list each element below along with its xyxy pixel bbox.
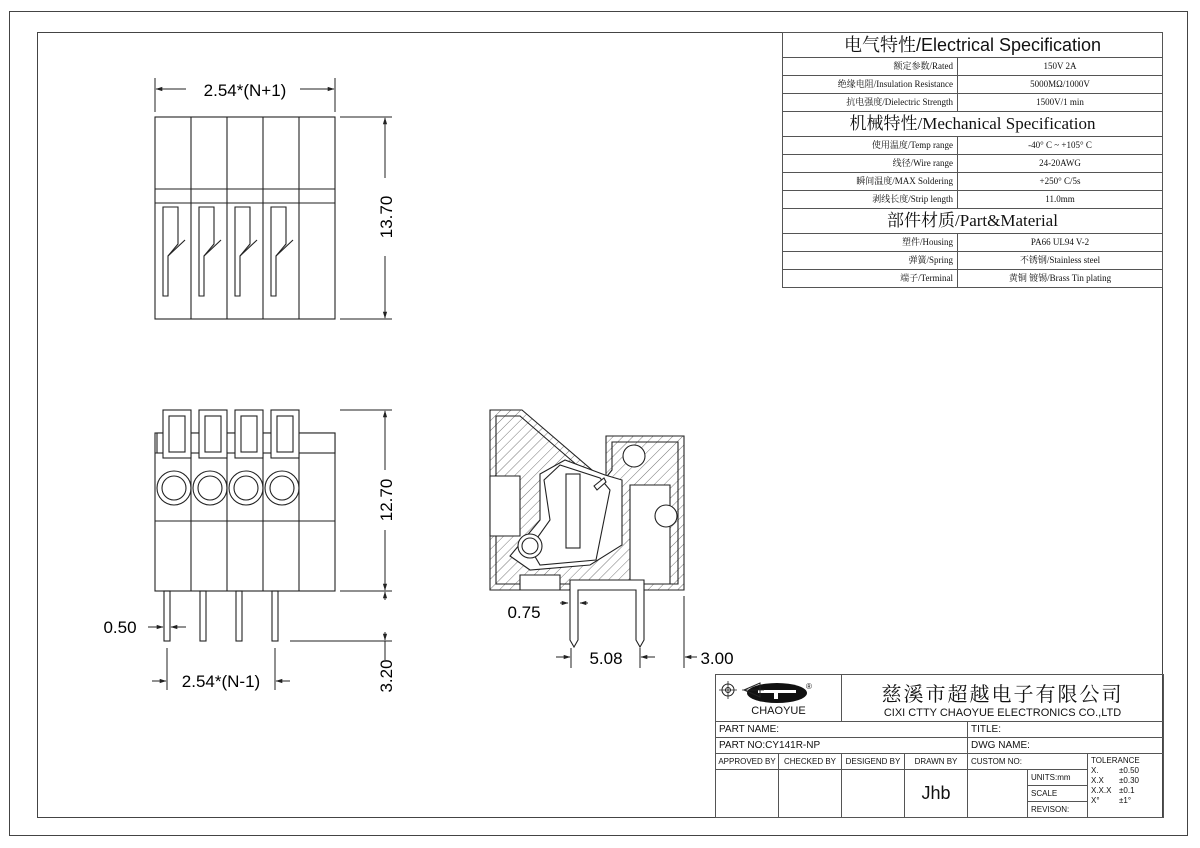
- push-button: [199, 410, 227, 458]
- push-button: [163, 410, 191, 458]
- top-slot: [199, 207, 221, 296]
- top-view: [155, 117, 335, 319]
- pin: [272, 591, 278, 641]
- tolerance-row: X.X.X ±0.1: [1091, 786, 1135, 795]
- front-view: [155, 410, 335, 641]
- part-no: PART NO:CY141R-NP: [716, 738, 968, 754]
- spec-label: 抗电强度/Dielectric Strength: [783, 94, 958, 112]
- spec-label: 线径/Wire range: [783, 155, 958, 173]
- dim-label: 2.54*(N+1): [203, 81, 287, 100]
- tolerance-label: TOLERANCE: [1091, 756, 1140, 765]
- wire-hole: [265, 471, 299, 505]
- dim-label: 3.00: [700, 649, 734, 668]
- spec-label: 使用温度/Temp range: [783, 137, 958, 155]
- dim-label: 2.54*(N-1): [181, 672, 261, 691]
- tolerance-row: X.X ±0.30: [1091, 776, 1139, 785]
- wire-hole: [229, 471, 263, 505]
- company-name-en: CIXI CTTY CHAOYUE ELECTRONICS CO.,LTD: [883, 706, 1122, 719]
- company-cell: [842, 675, 1164, 722]
- top-slot: [235, 207, 257, 296]
- dim-label: 0.50: [103, 618, 137, 637]
- spec-value: -40° C ~ +105° C: [958, 137, 1163, 155]
- spec-value: 不锈钢/Stainless steel: [958, 252, 1163, 270]
- spec-label: 塑件/Housing: [783, 234, 958, 252]
- spec-label: 剥线长度/Strip length: [783, 191, 958, 209]
- drawn-by-label: DRAWN BY: [905, 754, 968, 770]
- spec-label: 绝缘电阻/Insulation Resistance: [783, 76, 958, 94]
- approved-by-label: APPROVED BY: [716, 754, 779, 770]
- spec-value: 黄铜 镀锡/Brass Tin plating: [958, 270, 1163, 288]
- tolerance-row: X. ±0.50: [1091, 766, 1139, 775]
- spec-value: 1500V/1 min: [958, 94, 1163, 112]
- drawn-by-value: Jhb: [905, 770, 968, 818]
- dwg-name-label: DWG NAME:: [968, 738, 1164, 754]
- dim-label: 12.70: [377, 478, 396, 522]
- spec-value: +250° C/5s: [958, 173, 1163, 191]
- top-slot: [271, 207, 293, 296]
- spec-value: PA66 UL94 V-2: [958, 234, 1163, 252]
- pin: [200, 591, 206, 641]
- title-label: TITLE:: [968, 722, 1164, 738]
- dim-label: 5.08: [589, 649, 623, 668]
- designed-by-value: [842, 770, 905, 818]
- spec-label: 端子/Terminal: [783, 270, 958, 288]
- spec-value: 11.0mm: [958, 191, 1163, 209]
- approved-by-value: [716, 770, 779, 818]
- spec-label: 额定参数/Rated: [783, 58, 958, 76]
- material-header: 部件材质/Part&Material: [783, 209, 1163, 234]
- dim-label: 3.20: [377, 659, 396, 693]
- custom-no-label: CUSTOM NO:: [968, 754, 1088, 770]
- checked-by-value: [779, 770, 842, 818]
- checked-by-label: CHECKED BY: [779, 754, 842, 770]
- wire-hole: [157, 471, 191, 505]
- top-slot: [163, 207, 185, 296]
- pin: [164, 591, 170, 641]
- spec-value: 5000MΩ/1000V: [958, 76, 1163, 94]
- title-block: [715, 674, 1164, 818]
- pin: [236, 591, 242, 641]
- part-name-label: PART NAME:: [716, 722, 968, 738]
- tolerance-cell: [1088, 754, 1164, 818]
- mechanical-header: 机械特性/Mechanical Specification: [783, 112, 1163, 137]
- projection-symbol-cell: [968, 770, 1028, 818]
- push-button: [271, 410, 299, 458]
- dim-label: 0.75: [507, 603, 541, 622]
- revision-label: REVISON:: [1028, 802, 1088, 818]
- company-name-cn: 慈溪市超越电子有限公司: [881, 683, 1124, 706]
- dim-label: 13.70: [377, 195, 396, 239]
- spec-value: 150V 2A: [958, 58, 1163, 76]
- designed-by-label: DESIGEND BY: [842, 754, 905, 770]
- logo-text: CHAOYUE: [751, 705, 806, 717]
- spec-label: 弹簧/Spring: [783, 252, 958, 270]
- scale-label: SCALE: [1028, 786, 1088, 802]
- spec-value: 24-20AWG: [958, 155, 1163, 173]
- wire-hole: [193, 471, 227, 505]
- push-button: [235, 410, 263, 458]
- units-label: UNITS:mm: [1028, 770, 1088, 786]
- spec-label: 瞬间温度/MAX Soldering: [783, 173, 958, 191]
- tolerance-row: X° ±1°: [1091, 796, 1132, 805]
- electrical-header: 电气特性/Electrical Specification: [783, 33, 1163, 58]
- registered-mark: ®: [805, 682, 812, 691]
